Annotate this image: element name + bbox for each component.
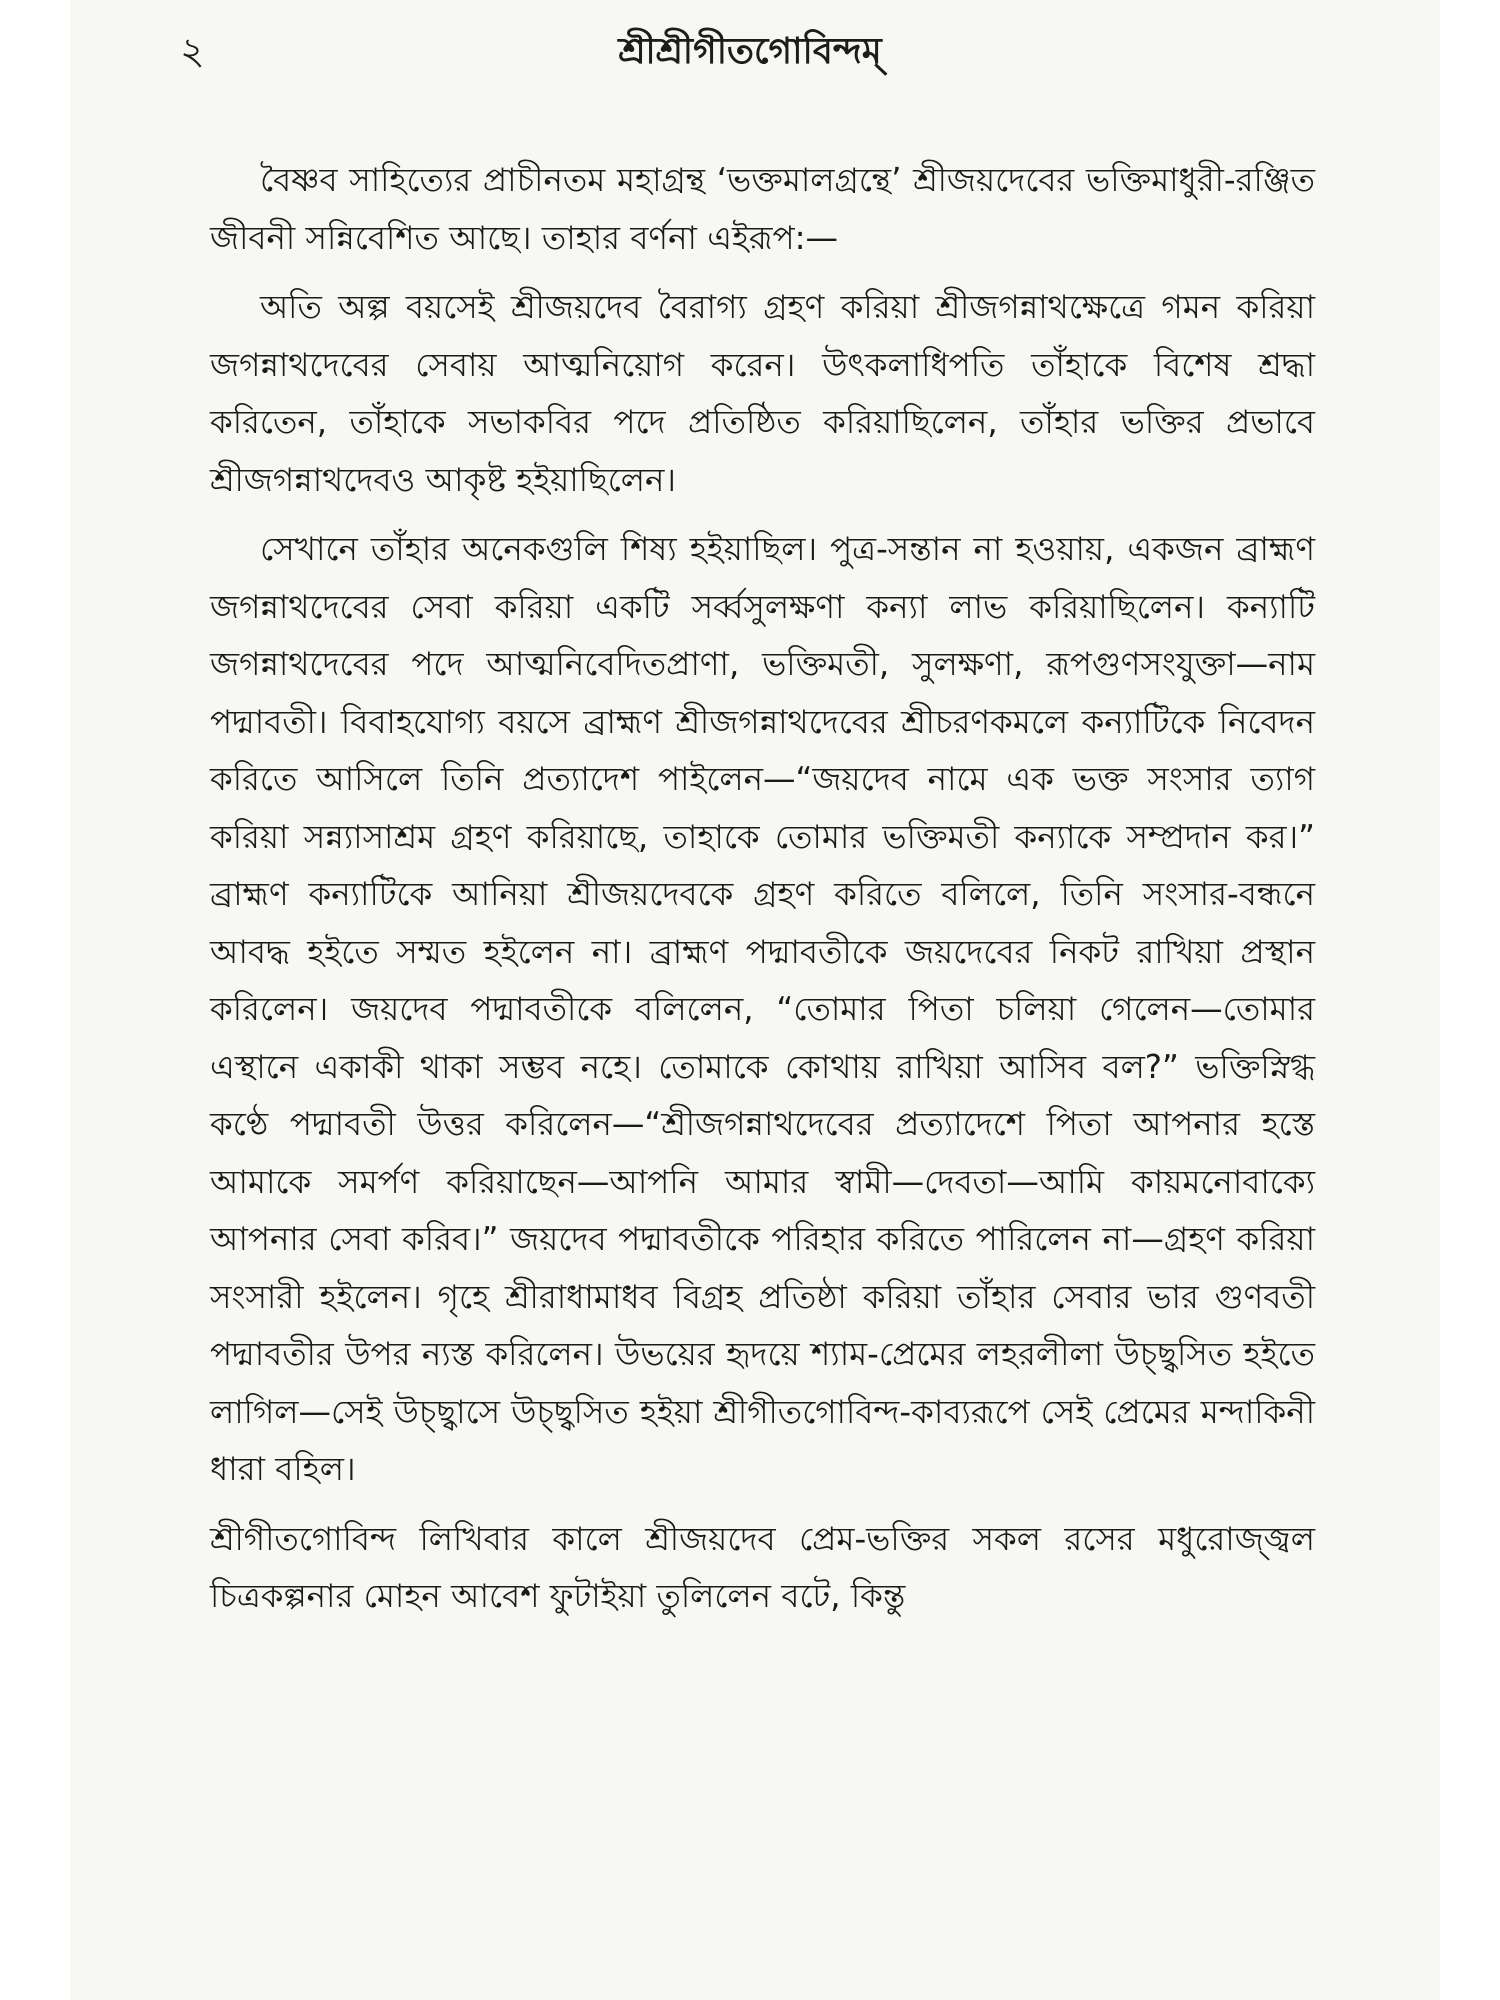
paragraph-padmavati-story: সেখানে তাঁহার অনেকগুলি শিষ্য হইয়াছিল। পুত্র-সন্তান না হওয়ায়, একজন ব্রাহ্মণ জগন্নাথদেবের সেবা করিয়া একটি সর্ব্বসুলক্ষণা কন্যা লাভ করিয়াছিলেন। কন্যাটি জগন্নাথদেবের পদে আত্মনিবেদিতপ্রাণা, ভক্তিমতী, সুলক্ষণা, রূপগুণসংযুক্তা—নাম পদ্মাবতী। বিবাহযোগ্য বয়সে ব্রাহ্মণ শ্রীজগন্নাথদেবের শ্রীচরণকমলে কন্যাটিকে নিবেদন করিতে আসিলে তিনি প্রত্যাদেশ পাইলেন—“জয়দেব নামে এক ভক্ত সংসার ত্যাগ করিয়া সন্ন্যাসাশ্রম গ্রহণ করিয়াছে, তাহাকে তোমার ভক্তিমতী কন্যাকে সম্প্রদান কর।” ব্রাহ্মণ কন্যাটিকে আনিয়া শ্রীজয়দেবকে গ্রহণ করিতে বলিলে, তিনি সংসার-বন্ধনে আবদ্ধ হইতে সম্মত হইলেন না। ব্রাহ্মণ পদ্মাবতীকে জয়দেবের নিকট রাখিয়া প্রস্থান করিলেন। জয়দেব পদ্মাবতীকে বলিলেন, “তোমার পিতা চলিয়া গেলেন—তোমার এস্থানে একাকী থাকা সম্ভব নহে। তোমাকে কোথায় রাখিয়া আসিব বল?” ভক্তিস্নিগ্ধ কণ্ঠে পদ্মাবতী উত্তর করিলেন—“শ্রীজগন্নাথদেবের প্রত্যাদেশে পিতা আপনার হস্তে আমাকে সমর্পণ করিয়াছেন—আপনি আমার স্বামী—দেবতা—আমি কায়মনোবাক্যে আপনার সেবা করিব।” জয়দেব পদ্মাবতীকে পরিহার করিতে পারিলেন না—গ্রহণ করিয়া সংসারী হইলেন। গৃহে শ্রীরাধামাধব বিগ্রহ প্রতিষ্ঠা করিয়া তাঁহার সেবার ভার গুণবতী পদ্মাবতীর উপর ন্যস্ত করিলেন। উভয়ের হৃদয়ে শ্যাম-প্রেমের লহরলীলা উচ্ছ্বসিত হইতে লাগিল—সেই উচ্ছ্বাসে উচ্ছ্বসিত হইয়া শ্রীগীতগোবিন্দ-কাব্যরূপে সেই প্রেমের মন্দাকিনী ধারা বহিল। (210, 530, 1315, 1488)
paragraph-gitagovinda-writing: শ্রীগীতগোবিন্দ লিখিবার কালে শ্রীজয়দেব প্রেম-ভক্তির সকল রসের মধুরোজ্জ্বল চিত্রকল্পনার মোহন আবেশ ফুটাইয়া তুলিলেন বটে, কিন্তু (210, 1519, 1315, 1615)
running-title: শ্রীশ্রীগীতগোবিন্দম্ (618, 31, 882, 72)
paragraph-early-renunciation: অতি অল্প বয়সেই শ্রীজয়দেব বৈরাগ্য গ্রহণ করিয়া শ্রীজগন্নাথক্ষেত্রে গমন করিয়া জগন্নাথদেবের সেবায় আত্মনিয়োগ করেন। উৎকলাধিপতি তাঁহাকে বিশেষ শ্রদ্ধা করিতেন, তাঁহাকে সভাকবির পদে প্রতিষ্ঠিত করিয়াছিলেন, তাঁহার ভক্তির প্রভাবে শ্রীজগন্নাথদেবও আকৃষ্ট হইয়াছিলেন। (210, 288, 1315, 499)
paragraph-vaishnava-literature: বৈষ্ণব সাহিত্যের প্রাচীনতম মহাগ্রন্থ ‘ভক্তমালগ্রন্থে’ শ্রীজয়দেবের ভক্তিমাধুরী-রঞ্জিত জীবনী সন্নিবেশিত আছে। তাহার বর্ণনা এইরূপ:— (210, 161, 1315, 257)
body-text (210, 152, 1315, 1626)
page-number: ২ (180, 29, 205, 73)
